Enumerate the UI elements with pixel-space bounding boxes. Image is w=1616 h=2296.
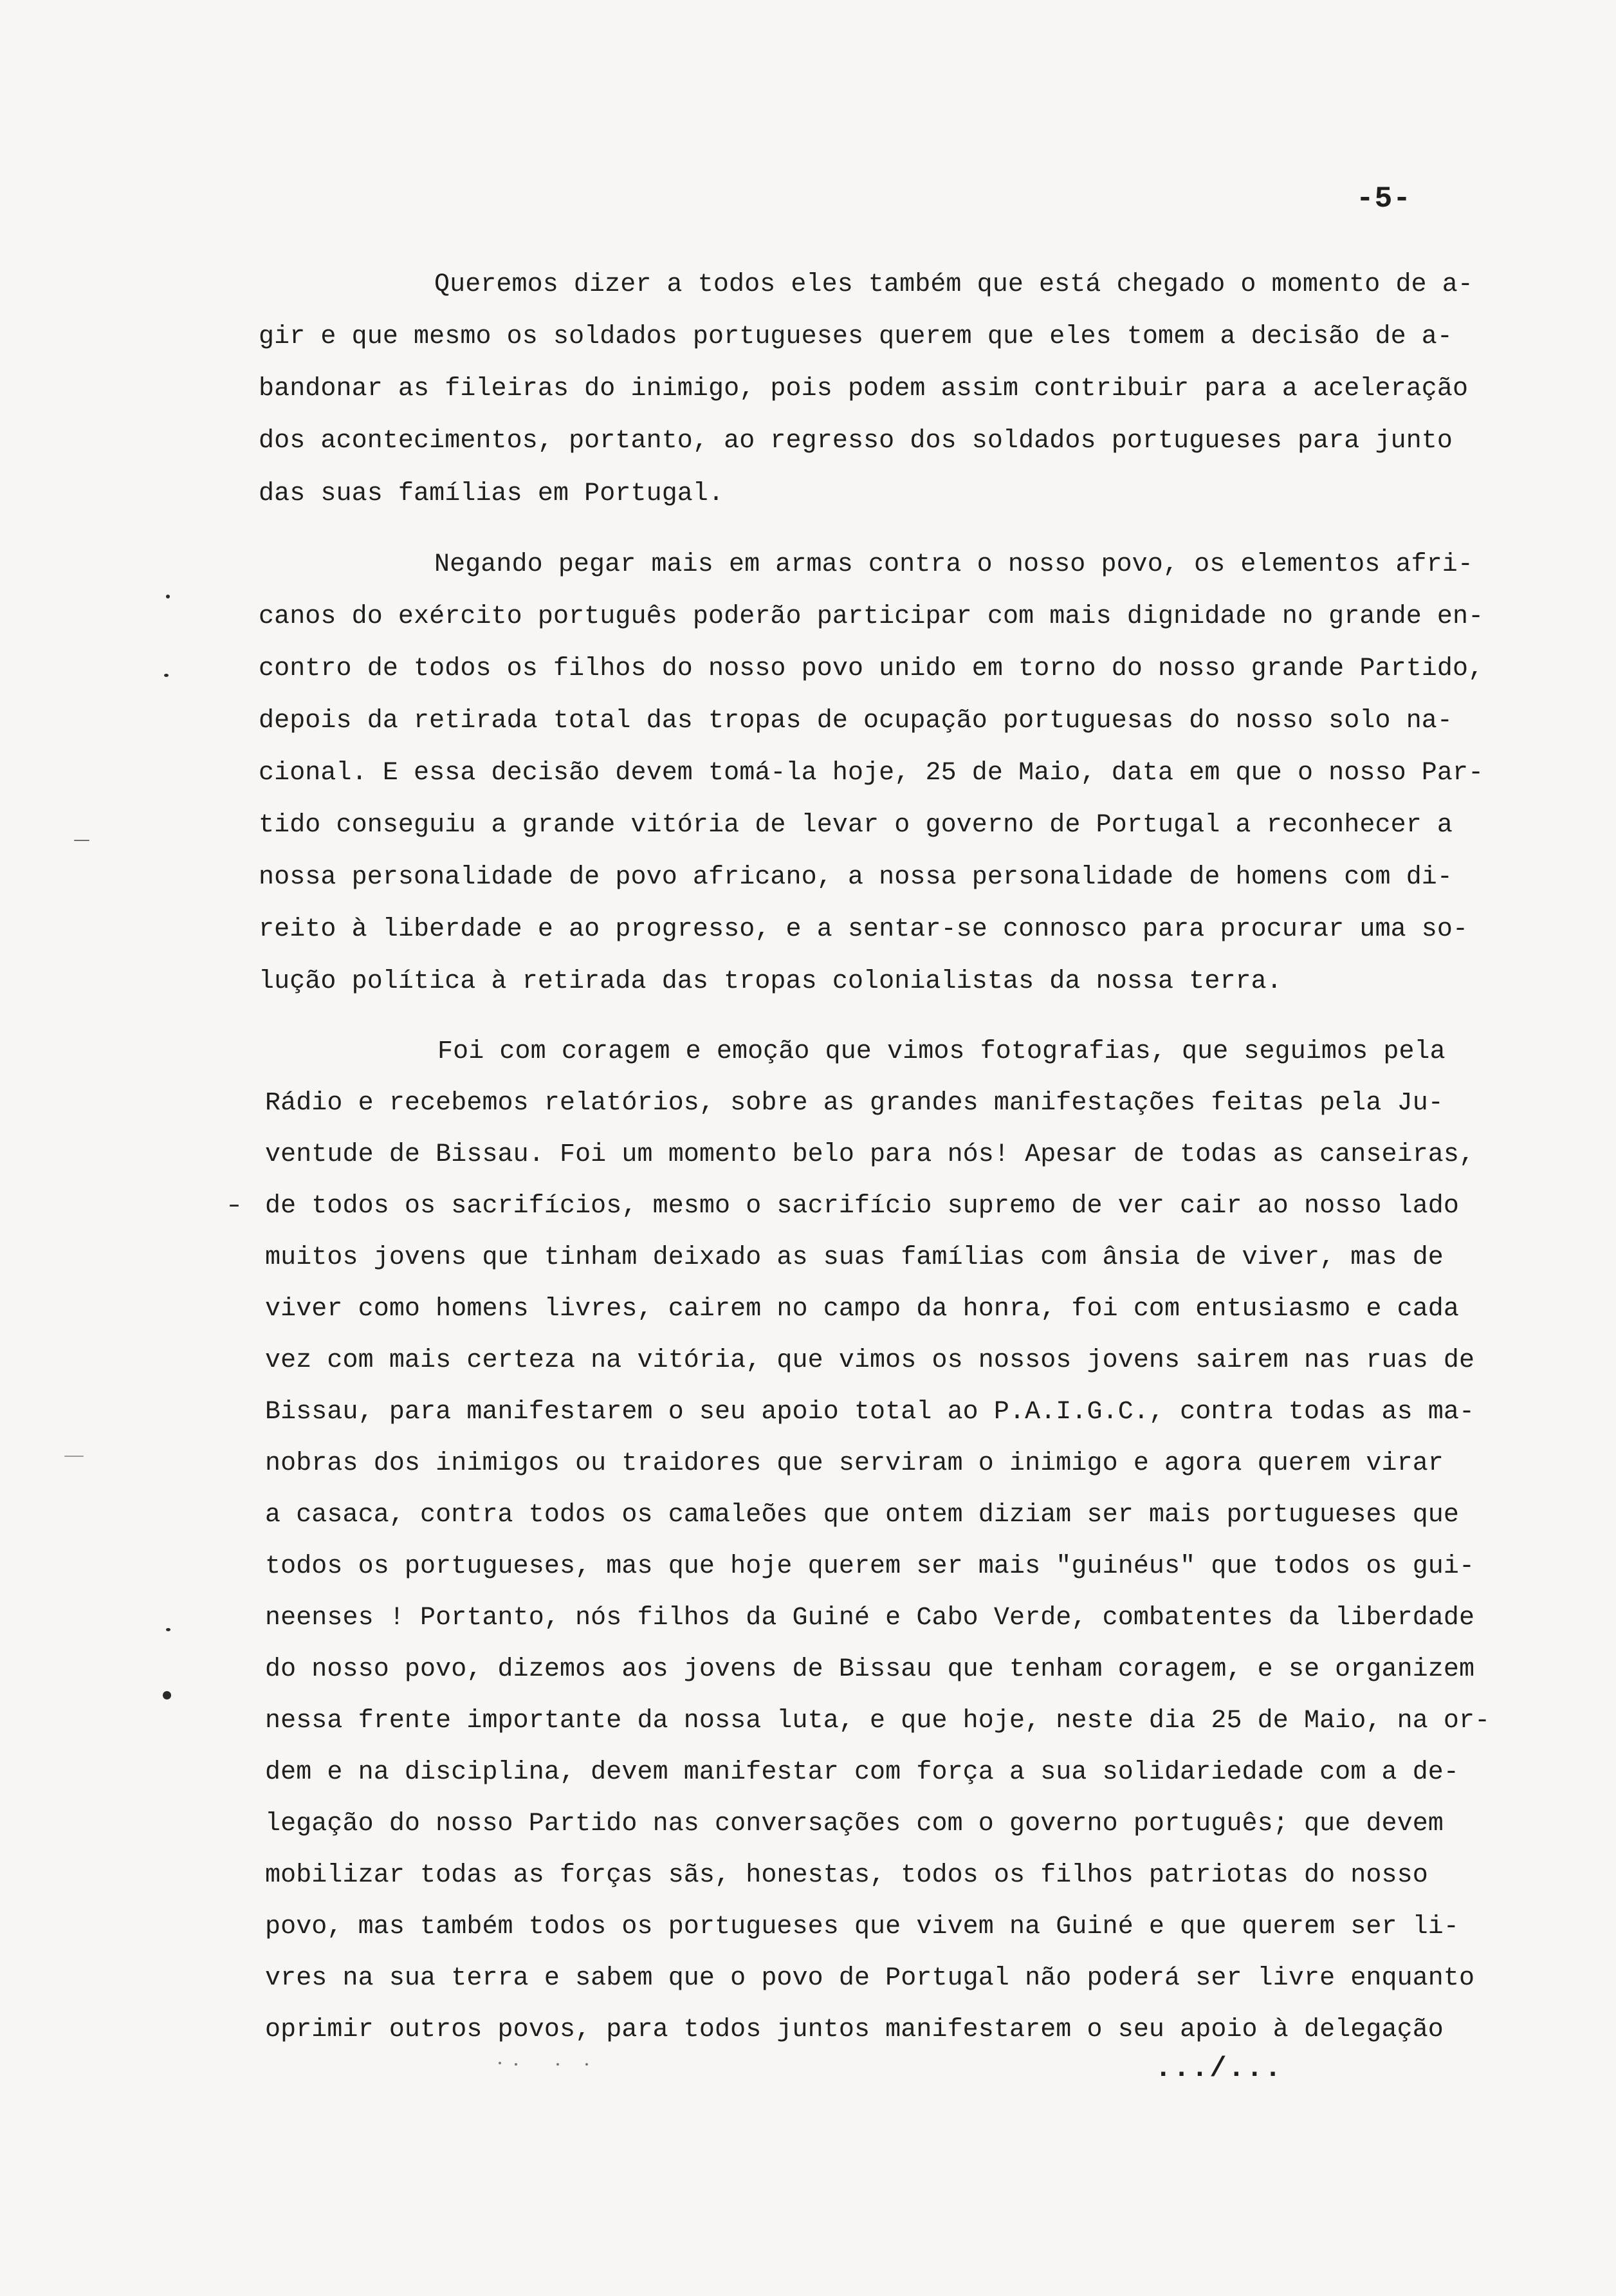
speckle-mark (556, 2063, 559, 2066)
text-line: Rádio e recebemos relatórios, sobre as grandes manifestações feitas pela Ju- (265, 1089, 1444, 1118)
text-line: reito à liberdade e ao progresso, e a sentar-se connosco para procurar uma so- (259, 915, 1469, 944)
speckle-mark (515, 2063, 517, 2066)
text-line: bandonar as fileiras do inimigo, pois podem assim contribuir para a aceleração (259, 375, 1469, 403)
text-line: depois da retirada total das tropas de ocupação portuguesas do nosso solo na- (259, 707, 1453, 736)
text-line: oprimir outros povos, para todos juntos manifestarem o seu apoio à delegação (265, 2015, 1444, 2044)
text-line: das suas famílias em Portugal. (259, 479, 724, 508)
margin-dash-mark (74, 840, 89, 841)
text-line: nessa frente importante da nossa luta, e que hoje, neste dia 25 de Maio, na or- (265, 1707, 1491, 1736)
text-line: mobilizar todas as forças sãs, honestas, todos os filhos patriotas do nosso (265, 1861, 1428, 1890)
text-line: lução política à retirada das tropas colonialistas da nossa terra. (259, 967, 1282, 996)
continuation-marker: .../... (1155, 2053, 1283, 2085)
text-line: Foi com coragem e emoção que vimos fotografias, que seguimos pela (437, 1037, 1446, 1066)
text-line: vres na sua terra e sabem que o povo de Portugal não poderá ser livre enquanto (265, 1964, 1475, 1993)
text-line: dos acontecimentos, portanto, ao regresso dos soldados portugueses para junto (259, 427, 1453, 456)
text-line: muitos jovens que tinham deixado as suas famílias com ânsia de viver, mas de (265, 1243, 1444, 1272)
margin-dot-mark (163, 1691, 171, 1699)
margin-dot-mark (166, 595, 170, 598)
text-line: Queremos dizer a todos eles também que está chegado o momento de a- (434, 270, 1473, 299)
text-line: nobras dos inimigos ou traidores que serviram o inimigo e agora querem virar (265, 1449, 1444, 1478)
margin-dash-mark (64, 1456, 84, 1457)
text-line: de todos os sacrifícios, mesmo o sacrifício supremo de ver cair ao nosso lado (265, 1192, 1460, 1221)
text-line: contro de todos os filhos do nosso povo unido em torno do nosso grande Partido, (259, 654, 1484, 683)
page-number: -5- (1356, 182, 1411, 216)
text-line: gir e que mesmo os soldados portugueses querem que eles tomem a decisão de a- (259, 322, 1453, 351)
text-line: ventude de Bissau. Foi um momento belo para nós! Apesar de todas as canseiras, (265, 1140, 1475, 1169)
text-line: povo, mas também todos os portugueses que vivem na Guiné e que querem ser li- (265, 1912, 1460, 1941)
speckle-mark (585, 2063, 588, 2066)
margin-dot-mark (164, 674, 169, 677)
text-line: neenses ! Portanto, nós filhos da Guiné e Cabo Verde, combatentes da liberdade (265, 1604, 1475, 1633)
text-line: viver como homens livres, cairem no campo da honra, foi com entusiasmo e cada (265, 1295, 1460, 1324)
text-line: legação do nosso Partido nas conversações com o governo português; que devem (265, 1810, 1444, 1838)
speckle-mark (499, 2062, 501, 2064)
margin-dot-mark (166, 1628, 170, 1631)
text-line: todos os portugueses, mas que hoje querem ser mais "guinéus" que todos os gui- (265, 1552, 1475, 1581)
text-line: cional. E essa decisão devem tomá-la hoje, 25 de Maio, data em que o nosso Par- (259, 759, 1484, 788)
text-line: canos do exército português poderão participar com mais dignidade no grande en- (259, 602, 1484, 631)
text-line: do nosso povo, dizemos aos jovens de Bissau que tenham coragem, e se organizem (265, 1655, 1475, 1684)
text-line: nossa personalidade de povo africano, a nossa personalidade de homens com di- (259, 863, 1453, 892)
text-line: a casaca, contra todos os camaleões que ontem diziam ser mais portugueses que (265, 1501, 1460, 1530)
text-line: Negando pegar mais em armas contra o nosso povo, os elementos afri- (434, 550, 1473, 579)
text-line: Bissau, para manifestarem o seu apoio total ao P.A.I.G.C., contra todas as ma- (265, 1398, 1475, 1427)
text-line: vez com mais certeza na vitória, que vimos os nossos jovens sairem nas ruas de (265, 1346, 1475, 1375)
text-line: tido conseguiu a grande vitória de levar o governo de Portugal a reconhecer a (259, 811, 1453, 840)
text-line: dem e na disciplina, devem manifestar com força a sua solidariedade com a de- (265, 1758, 1460, 1787)
margin-dash-mark (230, 1205, 239, 1207)
